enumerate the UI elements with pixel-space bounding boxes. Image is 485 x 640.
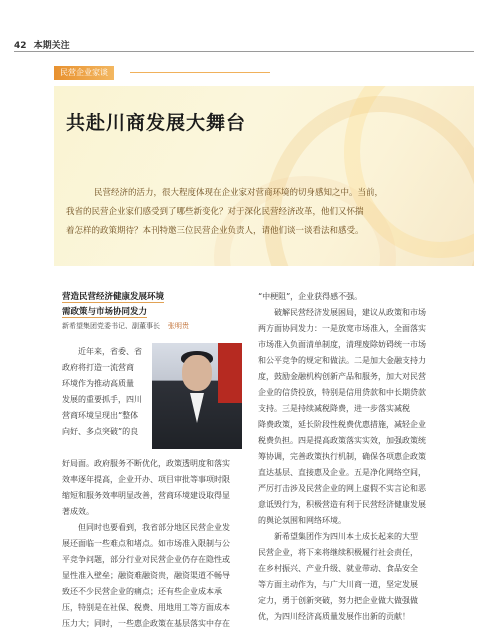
body-line: 企业的信贷投放，特别是信用贷款和中长期贷款 — [258, 388, 426, 397]
body-line: 直达基层、直接惠及企业。五是净化网络空间， — [258, 468, 426, 477]
body-line: 等方面主动作为，与广大川商一道，坚定发展 — [258, 580, 418, 589]
body-line: 近年来，省委、省 — [78, 347, 142, 356]
intro-line: 着怎样的政策期待？本刊特邀三位民营企业负责人，请他们谈一谈看法和感受。 — [66, 226, 364, 236]
portrait-shirt — [190, 393, 204, 423]
page-title: 共赴川商发展大舞台 — [66, 112, 247, 134]
body-line: 定力，勇于创新突破，努力把企业做大做强做 — [258, 596, 418, 605]
body-line: 致还不少民营企业的痛点；还有些企业成本承 — [62, 587, 222, 596]
body-line: 在乡村振兴、产业升级、就业带动、食品安全 — [258, 564, 418, 573]
body-line: 和公平竞争的规定和做法。二是加大金融支持力 — [258, 356, 426, 365]
body-line: 缩短和服务效率明显改善，营商环境建设取得显 — [62, 491, 230, 500]
page-number: 42 — [14, 41, 27, 51]
body-line: 税费负担。四是提高政策落实实效，加强政策统 — [258, 436, 426, 445]
intro-paragraph — [66, 184, 466, 241]
body-line: 压，特别是在社保、税费、用地用工等方面成本 — [62, 603, 230, 612]
body-line: 政府将打造一流营商 — [62, 363, 134, 372]
body-line: 平竞争问题，部分行业对民营企业仍存在隐性或 — [62, 555, 230, 564]
body-line: 好局面。政府服务不断优化，政策透明度和落实 — [62, 459, 230, 468]
article-column-left-bottom — [62, 456, 246, 632]
body-line: 市场准入负面清单制度，清理废除妨碍统一市场 — [258, 340, 426, 349]
body-line: 破解民营经济发展困局，建议从政策和市场 — [274, 308, 426, 317]
body-line: 筹协调，完善政策执行机制，确保各项惠企政策 — [258, 452, 426, 461]
body-line: “中梗阻”，企业获得感不强。 — [258, 292, 363, 301]
body-line: 压力大；同时，一些惠企政策在基层落实中存在 — [62, 619, 230, 628]
body-line: 新希望集团作为四川本土成长起来的大型 — [274, 532, 418, 541]
author-name: 张明贵 — [168, 322, 189, 330]
article-column-left-top — [62, 344, 148, 440]
header-divider — [14, 51, 474, 52]
body-line: 展还面临一些难点和堵点。如市场准入限制与公 — [62, 539, 230, 548]
article-column-right — [258, 289, 468, 625]
author-role: 新希望集团党委书记、副董事长 — [62, 322, 160, 330]
intro-line: 我省的民营企业家们感受到了哪些新变化？对于深化民营经济改革，他们又怀揣 — [66, 207, 364, 217]
body-line: 严厉打击涉及民营企业的网上虚假不实言论和恶 — [258, 484, 426, 493]
body-line: 意诋毁行为，积极营造有利于民营经济健康发展 — [258, 500, 426, 509]
body-line: 度，鼓励金融机构创新产品和服务，加大对民营 — [258, 372, 426, 381]
portrait-face — [182, 355, 212, 391]
body-line: 两方面协同发力：一是放宽市场准入，全面落实 — [258, 324, 426, 333]
article-title-line: 营造民营经济健康发展环境 — [62, 292, 165, 302]
body-line: 支持。三是持续减税降费，进一步落实减税 — [258, 404, 410, 413]
body-line: 的舆论氛围和网络环境。 — [258, 516, 346, 525]
flag-backdrop — [218, 343, 242, 403]
body-line: 著成效。 — [62, 507, 94, 516]
body-line: 效率逐年提高，企业开办、项目审批等事项时限 — [62, 475, 230, 484]
body-line: 民营企业，将下来将继续积极履行社会责任， — [258, 548, 418, 557]
article-author — [62, 321, 189, 331]
intro-line: 民营经济的活力，很大程度体现在企业家对营商环境的切身感知之中。当前， — [94, 188, 384, 198]
article-title — [62, 290, 202, 320]
body-line: 优，为四川经济高质量发展作出新的贡献！ — [258, 612, 410, 621]
author-portrait — [152, 343, 242, 449]
column-tag: 民营企业家谈 — [54, 66, 114, 80]
section-name: 本期关注 — [33, 41, 70, 51]
tag-divider — [130, 72, 270, 73]
body-line: 发展的重要抓手，四川 — [62, 395, 142, 404]
page-header — [14, 38, 70, 51]
body-line: 环境作为推动高质量 — [62, 379, 134, 388]
body-line: 显性准入壁垒；融资难融资贵，融资渠道不畅导 — [62, 571, 230, 580]
article-title-line: 需政策与市场协同发力 — [62, 307, 148, 317]
body-line: 但同时也要看到，我省部分地区民营企业发 — [78, 523, 230, 532]
body-line: 降费政策，延长阶段性税费优惠措施，减轻企业 — [258, 420, 426, 429]
body-line: 营商环境呈现出“整体 — [62, 411, 139, 420]
body-line: 向好、多点突破”的良 — [62, 427, 139, 436]
